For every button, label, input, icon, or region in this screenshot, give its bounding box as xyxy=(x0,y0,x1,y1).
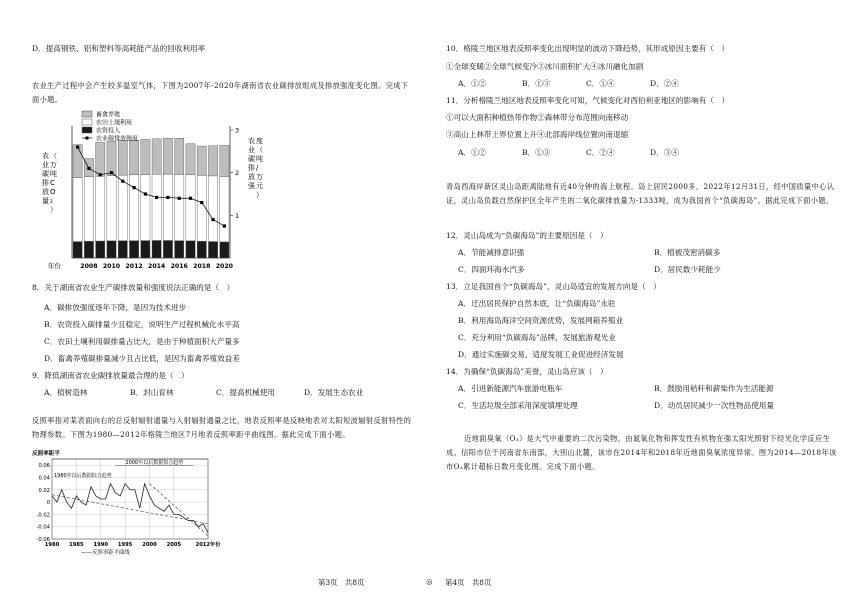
q9-option-b[interactable]: B．封山育林 xyxy=(130,388,174,397)
bar-segment xyxy=(73,242,82,258)
footer-divider-icon: ◎ xyxy=(426,577,433,586)
right-axis-label-char: ） xyxy=(256,191,263,199)
legend-swatch xyxy=(82,119,92,125)
right-tick-label: 3 xyxy=(235,126,240,135)
bar-segment xyxy=(118,140,127,175)
x-tick-label: 2018 xyxy=(193,263,211,270)
x-tick-label: 2008 xyxy=(80,263,98,270)
bar-segment xyxy=(73,178,82,242)
q12-option-b[interactable]: B．植被茂密消碳多 xyxy=(654,248,721,257)
x-tick-label: 1985 xyxy=(69,542,84,548)
q12-option-a[interactable]: A．节能减排意识强 xyxy=(458,248,525,257)
q9-options xyxy=(44,388,363,398)
x-tick-label: 1995 xyxy=(117,542,133,548)
right-page xyxy=(446,0,841,608)
right-tick-label: 1 xyxy=(235,211,240,220)
right-axis-label-char: 放 xyxy=(248,173,255,181)
x-tick-label: 2014 xyxy=(148,263,166,270)
bar-segment xyxy=(84,241,93,258)
q14-stem: 14．为确保“负碳海岛”美誉，灵山岛应该（ ） xyxy=(446,367,608,376)
left-axis-label-char: 业 xyxy=(42,161,49,169)
right-axis-label-char: 元 xyxy=(256,182,263,190)
q14-option-b[interactable]: B．鼓励用秸秆和薪柴作为生活能源 xyxy=(654,384,774,393)
right-tick-label: 2 xyxy=(235,169,240,178)
x-tick-label: 2012年份 xyxy=(195,542,221,548)
q8-option-a[interactable]: A．碳排放强度逐年下降，是因为技术进步 xyxy=(44,303,187,312)
bar-segment xyxy=(175,174,184,240)
bar-segment xyxy=(186,241,195,258)
x-tick-label: 2005 xyxy=(166,542,182,548)
left-page xyxy=(30,0,415,608)
x-tick-label: 1990 xyxy=(93,542,108,548)
x-tick-label: 2016 xyxy=(170,263,188,270)
bar-segment xyxy=(107,141,116,175)
left-axis-label-char: 万 xyxy=(50,161,57,169)
passage-lingshan: 青岛西海岸新区灵山岛距离陆地有近40分钟的海上航程。岛上居民2000多，2022年12月31日，经中国质量中心认证，灵山岛负载自然保护区全年产生的二氧化碳排放量为-1333吨，成为我国首个“负碳海岛”。据此完成下面小题。 xyxy=(446,182,835,205)
bar-segment xyxy=(129,241,138,258)
q11-option-d[interactable]: D．③④ xyxy=(650,148,679,157)
bar-segment xyxy=(208,146,217,176)
bar-segment xyxy=(163,174,172,240)
bar-segment xyxy=(220,145,229,176)
legend-swatch xyxy=(82,111,92,117)
bar-segment xyxy=(163,138,172,174)
y-tick-label: -0.04 xyxy=(36,524,50,531)
option-d-prev: D．提高钢铁、铝和塑料等高耗能产品的回收利用率 xyxy=(32,44,206,53)
x-tick-label: 2020 xyxy=(215,263,233,270)
q13-option-d[interactable]: D．通过实施碳交易，适度发展工业促进经济发展 xyxy=(458,350,624,359)
legend-label: 农资投入 xyxy=(96,127,121,135)
q11-option-a[interactable]: A．①② xyxy=(458,148,487,157)
bar-segment xyxy=(73,145,82,178)
q14-option-d[interactable]: D．动员居民减少一次性物品使用量 xyxy=(654,401,774,410)
q12-option-d[interactable]: D．居民数少耗能少 xyxy=(654,265,721,274)
bar-segment xyxy=(175,138,184,174)
bar-segment xyxy=(129,175,138,241)
page-number-right: 第4页 共8页 xyxy=(445,578,492,587)
passage-albedo: 反照率指对某表面向右的总反射辐射通量与入射辐射通量之比，地表反照率是反映地表对太阳短波辐射反射特性的物理参数。下图为1980—2012年格陵兰地区7月地表反照率距平曲线图。据此完成下面小题。 xyxy=(32,416,412,439)
right-axis-label-char: / xyxy=(256,164,259,172)
bar-segment xyxy=(197,175,206,241)
bar-segment xyxy=(208,176,217,242)
y-tick-label: 0 xyxy=(46,500,50,507)
left-axis-label-char: ） xyxy=(50,206,57,214)
q10-option-c[interactable]: C．①④ xyxy=(586,79,615,88)
y-tick-label: 0.04 xyxy=(38,475,50,482)
q13-stem: 13．立足我国首个“负碳海岛”，灵山岛适宜的发展方向是（ ） xyxy=(446,282,661,291)
left-axis-label-char: 放 xyxy=(42,188,49,196)
q13-option-c[interactable]: C．充分利用“负碳海岛”品牌，发展旅游观光业 xyxy=(458,333,616,342)
chart2-axis-title: 反照率距平 xyxy=(32,451,60,457)
q12-stem: 12．灵山岛成为“负碳海岛”的主要原因是（ ） xyxy=(446,231,608,240)
bar-segment xyxy=(186,175,195,241)
q8-stem: 8．关于湖南省农业生产碳排放量和强度说法正确的是（ ） xyxy=(32,283,235,292)
bar-segment xyxy=(163,240,172,258)
bar-segment xyxy=(141,139,150,174)
page-number-left: 第3页 共8页 xyxy=(318,578,365,587)
left-axis-label-char: O xyxy=(50,188,56,196)
q11-statements-1: ①可以大面积种植热带作物②森林带分布范围向南移动 xyxy=(446,113,629,122)
carbon-emission-chart xyxy=(30,108,263,276)
x-tick-label: 2012 xyxy=(125,263,143,270)
q14-option-a[interactable]: A．引进新能源汽车旅游电瓶车 xyxy=(458,384,563,393)
legend-label: 农业碳排放强度 xyxy=(96,135,139,143)
q8-option-c[interactable]: C．农田土壤利用碳排量占比大，是由于种植面积大产量多 xyxy=(44,337,240,346)
bar-segment xyxy=(107,241,116,258)
right-axis-label-char: 度 xyxy=(256,137,263,145)
q14-options-row1 xyxy=(458,384,774,394)
bar-segment xyxy=(141,175,150,241)
y-tick-label: -0.02 xyxy=(36,512,50,519)
right-axis-label-char: 强 xyxy=(248,182,255,190)
x-tick-label: 2000 xyxy=(142,542,157,548)
trend-2000-label: 2000年以后数据拟合趋势 xyxy=(125,459,184,466)
q11-options xyxy=(458,148,679,158)
bar-segment xyxy=(197,241,206,258)
bar-segment xyxy=(141,241,150,258)
right-axis-label-char: 业 xyxy=(248,146,255,154)
albedo-anomaly-line xyxy=(52,484,208,533)
q9-option-c[interactable]: C．提高机械使用 xyxy=(216,388,275,397)
trend-1980-label: 1980年以后数据拟合趋势 xyxy=(54,472,112,479)
q11-option-b[interactable]: B．①③ xyxy=(522,148,551,157)
chart2-legend: ——反照率距平曲线 xyxy=(81,550,130,556)
left-axis-label-char: 量 xyxy=(42,197,49,205)
q10-option-d[interactable]: D．②④ xyxy=(650,79,679,88)
passage-agriculture: 农业生产过程中会产生较多温室气体，下图为2007年-2020年湖南省农业碳排放组成及排放强度变化图。完成下面小题。 xyxy=(32,81,409,104)
q10-option-b[interactable]: B．①③ xyxy=(522,79,551,88)
left-axis-label-char: 吨 xyxy=(50,170,57,178)
q10-option-a[interactable]: A．①② xyxy=(458,79,487,88)
bar-segment xyxy=(118,241,127,258)
q10-stem: 10．格陵兰地区地表反照率变化出现明显的波动下降趋势，其形成原因主要有（ ） xyxy=(446,44,730,53)
q9-stem: 9．降低湖南省农业碳排放量最合理的是（ ） xyxy=(32,371,189,380)
right-axis-label-char: （ xyxy=(256,146,263,154)
q8-option-b[interactable]: B．农资投入碳排量少且稳定，说明生产过程机械化水平高 xyxy=(44,320,240,329)
x-tick-label: 2010 xyxy=(102,263,121,270)
legend-swatch xyxy=(82,127,92,133)
left-axis-label-char: 农 xyxy=(42,152,49,160)
q14-option-c[interactable]: C．生活垃圾全部采用深度填埋处理 xyxy=(458,401,578,410)
y-tick-label: -0.06 xyxy=(36,537,50,543)
bar-segment xyxy=(96,241,105,258)
chart2-albedo-line xyxy=(52,484,208,536)
legend-label: 农田土壤利用 xyxy=(96,119,133,127)
q13-option-b[interactable]: B．利用海岛海洋空间资源优势，发展网箱养殖业 xyxy=(458,316,624,325)
q8-option-d[interactable]: D．畜禽养殖碳排量减少且占比低，是因为畜禽养殖效益差 xyxy=(44,354,240,363)
y-tick-label: 0.02 xyxy=(38,487,50,494)
bar-segment xyxy=(152,139,161,174)
passage-ozone: 近地面臭氧（O₃）是大气中重要的二次污染物，由氮氧化物和挥发性有机物在强太阳光照射下经光化学反应生成。信阳市位于河南省东南部，大别山北麓，该市在2014年和2018年近地面臭氧浓度异常。图为2014—2018年该市O₃累计超标日数月变化图。完成下面小题。 xyxy=(446,434,837,471)
bar-segment xyxy=(175,241,184,258)
bar-segment xyxy=(96,176,105,241)
q12-options-row1 xyxy=(458,248,720,258)
x-prefix: 年份 xyxy=(48,262,61,270)
q9-option-d[interactable]: D．发展生态农业 xyxy=(304,388,364,397)
trend-2000-line xyxy=(150,484,209,536)
left-axis-label-char: 排 xyxy=(42,179,49,187)
legend-label: 畜禽养殖 xyxy=(96,111,121,119)
q13-option-a[interactable]: A．迁出居民保护自然本底，让“负碳海岛”永驻 xyxy=(458,299,616,308)
albedo-chart xyxy=(30,449,220,559)
right-axis-label-char: 吨 xyxy=(256,155,263,163)
q11-statements-2: ③高山上林带上界位置上升④北部海岸线位置向南退缩 xyxy=(446,130,629,139)
chart1-legend xyxy=(82,111,138,143)
bar-segment xyxy=(208,242,217,258)
q12-options-row2 xyxy=(458,265,721,275)
bar-segment xyxy=(186,144,195,175)
bar-segment xyxy=(220,176,229,241)
right-axis-label-char: 万 xyxy=(256,173,263,181)
right-axis-label-char: 农 xyxy=(248,137,255,145)
chart1-bars xyxy=(73,138,229,258)
bar-segment xyxy=(107,176,116,241)
left-axis-label-char: 碳 xyxy=(42,170,49,178)
q10-options xyxy=(458,79,679,89)
legend-point-swatch xyxy=(86,137,89,140)
q10-statements: ①全球变暖②全球气候变冷③冰川面积扩大④冰川融化加剧 xyxy=(446,62,644,71)
bar-segment xyxy=(96,142,105,176)
bar-segment xyxy=(152,174,161,240)
q9-option-a[interactable]: A．植树造林 xyxy=(44,388,88,397)
left-axis-label-char: （ xyxy=(50,152,57,160)
q14-options-row2 xyxy=(458,401,774,411)
bar-segment xyxy=(152,240,161,258)
left-axis-label-char: C xyxy=(50,179,55,187)
bar-segment xyxy=(220,242,229,258)
bar-segment xyxy=(84,177,93,241)
bar-segment xyxy=(129,140,138,175)
x-tick-label: 1980 xyxy=(44,542,60,548)
q11-option-c[interactable]: C．②④ xyxy=(586,148,615,157)
bar-segment xyxy=(118,175,127,240)
y-tick-label: 0.06 xyxy=(38,463,50,470)
bar-segment xyxy=(197,146,206,175)
q12-option-c[interactable]: C．四面环海水汽多 xyxy=(458,265,525,274)
right-axis-label-char: 排 xyxy=(248,164,255,172)
right-axis-label-char: 碳 xyxy=(248,155,255,163)
left-axis-label-char: ₂ xyxy=(50,197,53,205)
q11-stem: 11．分析格陵兰地区地表反照率变化可知，气候变化对西伯利亚地区的影响有（ ） xyxy=(446,96,730,105)
